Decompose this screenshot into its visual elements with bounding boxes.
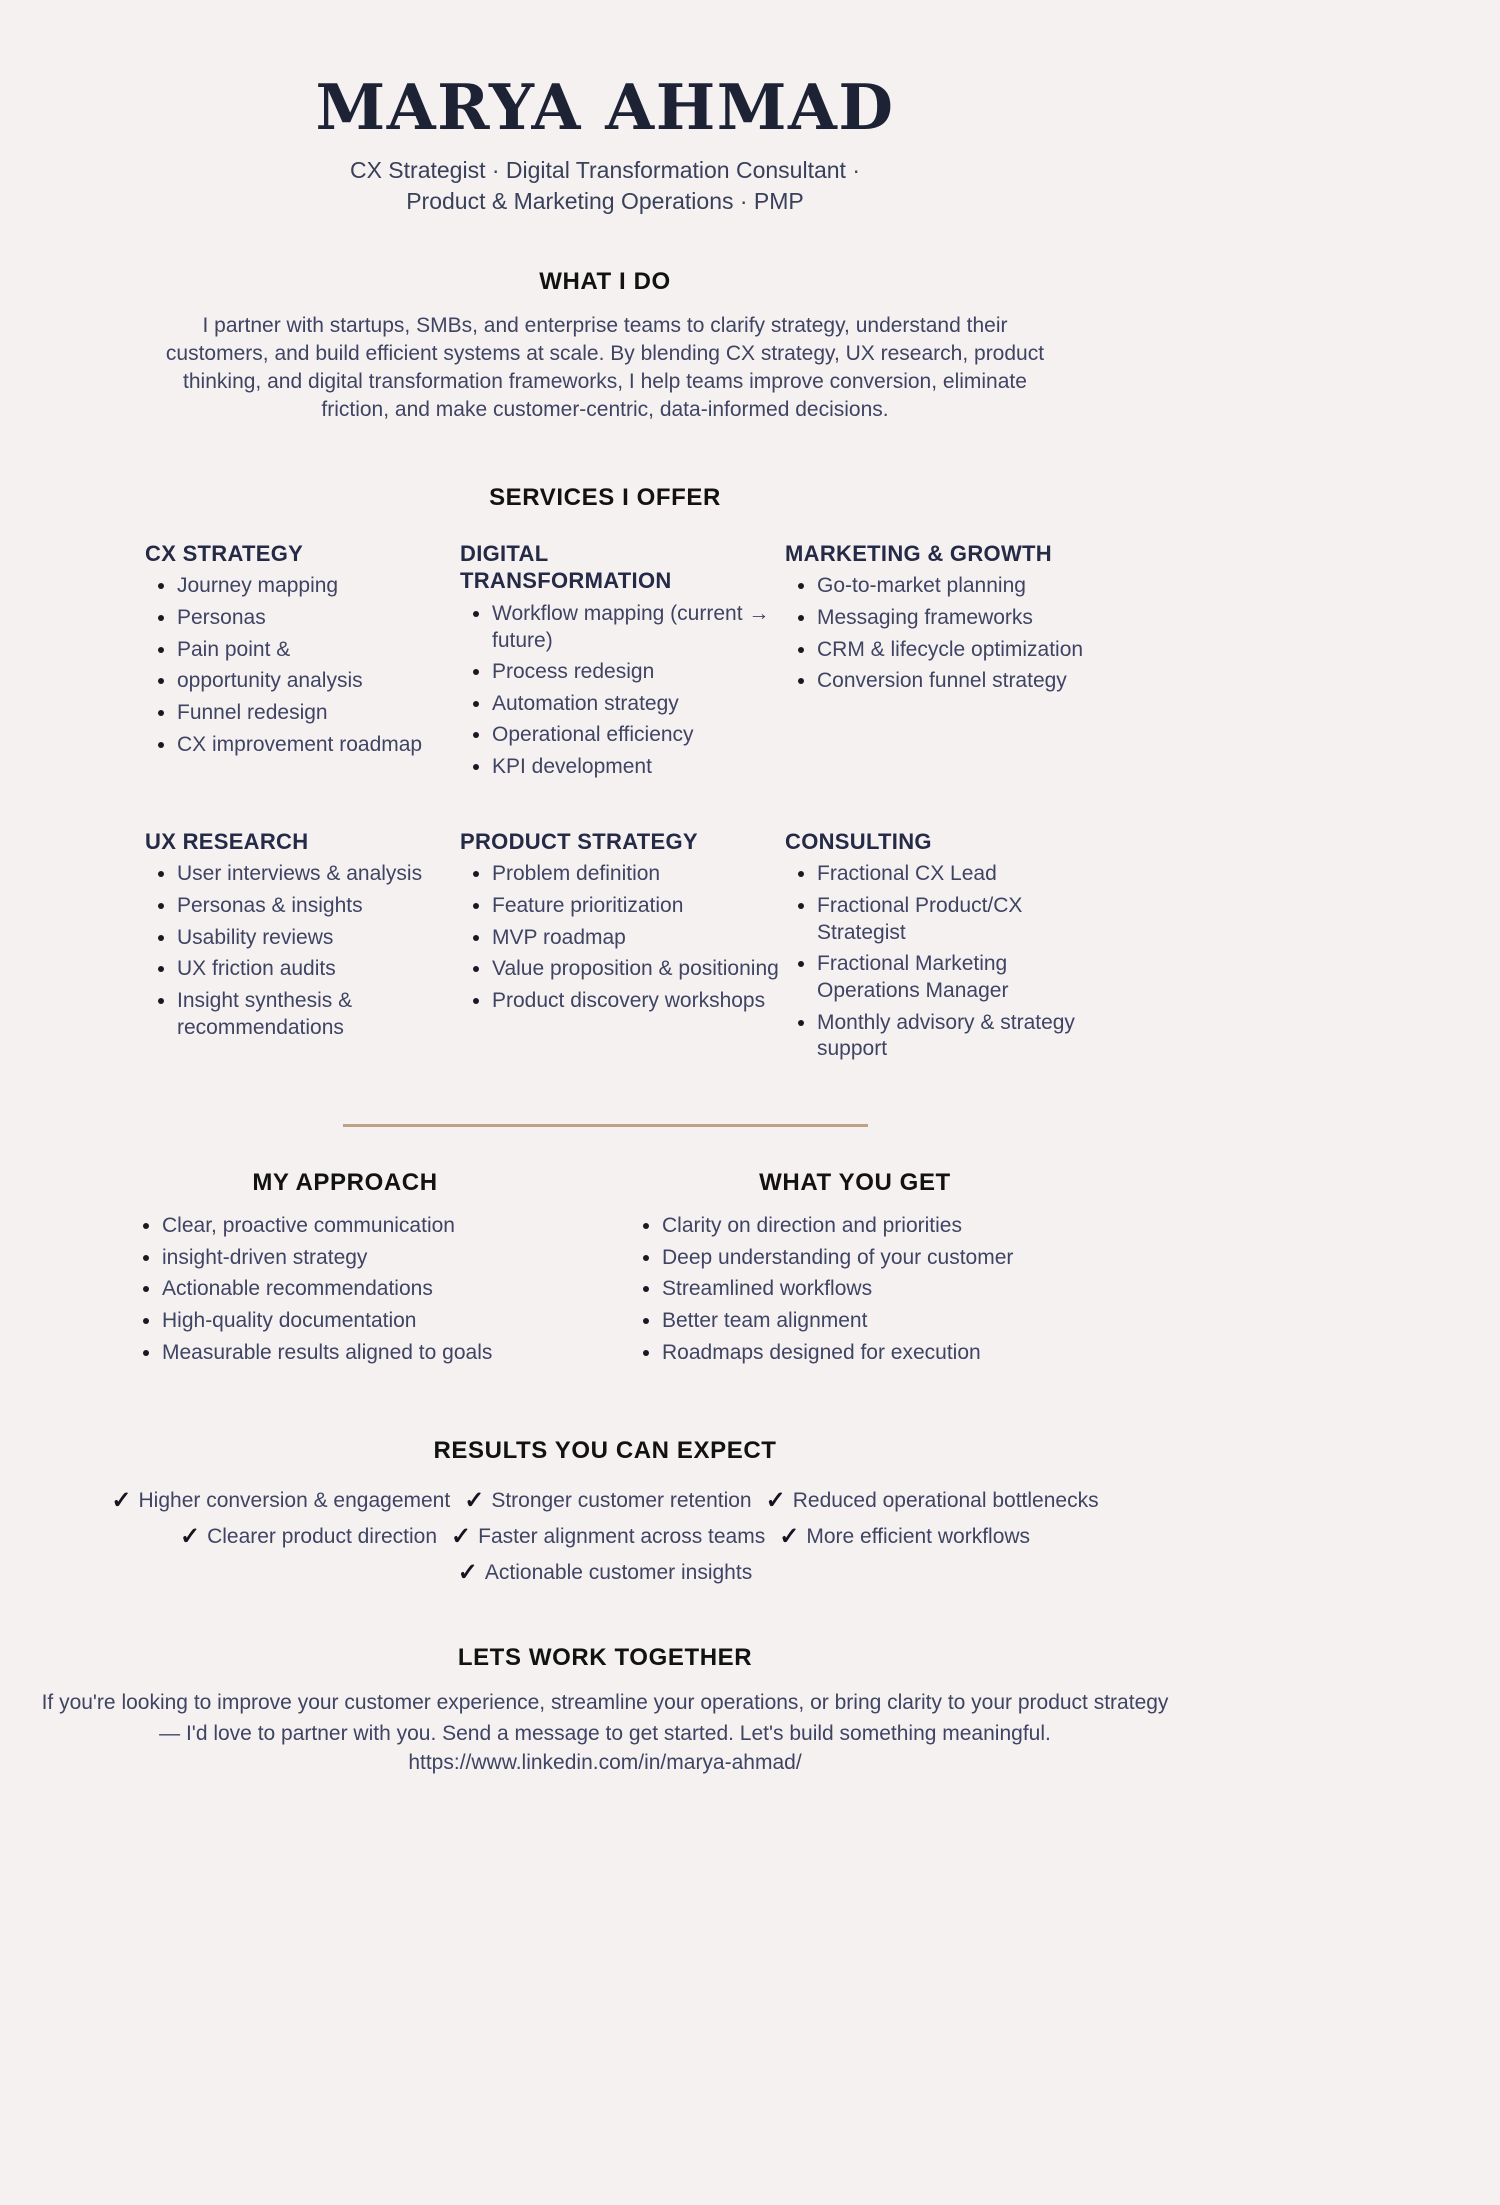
service-group-heading: UX RESEARCH [145, 828, 309, 854]
list-item: • Insight synthesis & recommendations [177, 988, 460, 1041]
service-group-heading: CONSULTING [785, 828, 932, 854]
result-item [464, 1485, 751, 1514]
list-item: • Personas [177, 605, 460, 632]
service-group-ux-research [145, 828, 460, 1068]
check-icon: ✓ [457, 1559, 478, 1587]
list-item: • MVP roadmap [492, 925, 784, 952]
tagline [0, 155, 1210, 216]
service-group-heading: MARKETING & GROWTH [785, 540, 1052, 566]
list-item: • High-quality documentation [162, 1308, 560, 1335]
result-item [766, 1485, 1099, 1514]
result-item-label: More efficient workflows [806, 1525, 1031, 1549]
list-item: • Pain point & [177, 637, 460, 664]
service-group-product-strategy [460, 828, 785, 1068]
services-section [0, 484, 1210, 1068]
service-group-cx-strategy [145, 540, 460, 786]
check-icon: ✓ [451, 1523, 472, 1551]
list-item: • Streamlined workflows [662, 1276, 1080, 1303]
results-row [0, 1485, 1210, 1514]
service-group-list [785, 861, 1109, 1063]
service-group-list [145, 573, 460, 758]
list-item: • UX friction audits [177, 956, 460, 983]
list-item: • Product discovery workshops [492, 988, 784, 1015]
list-item: • Journey mapping [177, 573, 460, 600]
result-item [451, 1521, 765, 1550]
list-item: • Value proposition & positioning [492, 956, 784, 983]
results-section [0, 1437, 1210, 1586]
check-icon: ✓ [111, 1487, 132, 1515]
what-i-do-body: I partner with startups, SMBs, and enterprise teams to clarify strategy, understand their customers, and build efficient systems at scale. By blending CX strategy, UX research, product thinking, and digital transformation frameworks, I help teams improve conversion, eliminate friction, and make customer-centric, data-informed decisions. [165, 314, 1045, 421]
my-approach-column [130, 1169, 560, 1371]
list-item: • Automation strategy [492, 691, 784, 718]
service-group-marketing-growth [785, 540, 1120, 786]
service-group-list [785, 573, 1109, 695]
what-you-get-title: WHAT YOU GET [759, 1168, 951, 1196]
list-item: • insight-driven strategy [162, 1245, 560, 1272]
cta-title: LETS WORK TOGETHER [457, 1644, 753, 1672]
list-item: • Operational efficiency [492, 722, 784, 749]
list-item: • Messaging frameworks [817, 605, 1109, 632]
cta-body: If you're looking to improve your customer experience, streamline your operations, or bring clarity to your product strategy — I'd love to partner with you. Send a message to get started. Let's build something meaningful. [41, 1691, 1169, 1745]
check-icon: ✓ [779, 1523, 800, 1551]
what-you-get-list [630, 1213, 1080, 1366]
result-item [779, 1521, 1030, 1550]
what-i-do-section [0, 268, 1210, 424]
list-item: • Monthly advisory & strategy support [817, 1010, 1109, 1063]
list-item: • Roadmaps designed for execution [662, 1340, 1080, 1367]
check-icon: ✓ [179, 1523, 201, 1551]
lets-work-together-section [0, 1644, 1210, 1775]
list-item: • Clear, proactive communication [162, 1213, 560, 1240]
service-group-digital-transformation [460, 540, 785, 786]
list-item: • Clarity on direction and priorities [662, 1213, 1080, 1240]
approach-and-outcomes-section [0, 1169, 1210, 1371]
list-item: • Deep understanding of your customer [662, 1245, 1080, 1272]
list-item: • opportunity analysis [177, 668, 460, 695]
document-page [0, 70, 1210, 1775]
linkedin-link[interactable]: https://www.linkedin.com/in/marya-ahmad/ [408, 1751, 802, 1775]
what-you-get-column [630, 1169, 1080, 1371]
result-item-label: Stronger customer retention [491, 1489, 752, 1513]
result-item-label: Actionable customer insights [484, 1561, 753, 1585]
result-item-label: Reduced operational bottlenecks [792, 1489, 1099, 1513]
result-item-label: Clearer product direction [207, 1525, 438, 1549]
list-item: • Actionable recommendations [162, 1276, 560, 1303]
services-title: SERVICES I OFFER [489, 483, 721, 511]
result-item [111, 1485, 450, 1514]
list-item: • Process redesign [492, 659, 784, 686]
list-item: • Fractional Marketing Operations Manager [817, 951, 1109, 1004]
list-item: • Conversion funnel strategy [817, 668, 1109, 695]
result-item [180, 1521, 437, 1550]
list-item: • Fractional Product/CX Strategist [817, 893, 1109, 946]
list-item: • Measurable results aligned to goals [162, 1340, 560, 1367]
list-item: • Personas & insights [177, 893, 460, 920]
list-item: • Workflow mapping (current → future) [492, 601, 784, 654]
result-item-label: Faster alignment across teams [478, 1525, 766, 1549]
service-group-list [460, 861, 784, 1014]
results-title: RESULTS YOU CAN EXPECT [433, 1437, 777, 1465]
section-divider [343, 1124, 868, 1127]
result-item-label: Higher conversion & engagement [138, 1489, 451, 1513]
cta-link-line [0, 1751, 1210, 1775]
list-item: • CRM & lifecycle optimization [817, 637, 1109, 664]
results-row [0, 1557, 1210, 1586]
service-group-heading: PRODUCT STRATEGY [460, 828, 698, 854]
service-group-list [145, 861, 460, 1041]
list-item: • Problem definition [492, 861, 784, 888]
person-name: MARYA AHMAD [315, 70, 895, 144]
results-list [0, 1485, 1210, 1586]
check-icon: ✓ [765, 1487, 786, 1515]
service-group-heading: DIGITAL TRANSFORMATION [460, 540, 672, 594]
list-item: • Funnel redesign [177, 700, 460, 727]
my-approach-title: MY APPROACH [252, 1168, 438, 1196]
list-item: • Feature prioritization [492, 893, 784, 920]
service-group-list [460, 601, 784, 781]
tagline-line-2: Product & Marketing Operations · PMP [406, 187, 804, 214]
list-item: • User interviews & analysis [177, 861, 460, 888]
list-item: • Usability reviews [177, 925, 460, 952]
my-approach-list [130, 1213, 560, 1366]
results-row [0, 1521, 1210, 1550]
list-item: • KPI development [492, 754, 784, 781]
list-item: • Better team alignment [662, 1308, 1080, 1335]
service-group-consulting [785, 828, 1120, 1068]
tagline-line-1: CX Strategist · Digital Transformation Consultant · [349, 157, 861, 183]
check-icon: ✓ [464, 1487, 485, 1515]
services-grid [145, 540, 1120, 1068]
result-item [458, 1557, 752, 1586]
list-item: • Fractional CX Lead [817, 861, 1109, 888]
what-i-do-title: WHAT I DO [539, 268, 671, 296]
service-group-heading: CX STRATEGY [145, 540, 304, 566]
list-item: • CX improvement roadmap [177, 732, 460, 759]
list-item: • Go-to-market planning [817, 573, 1109, 600]
